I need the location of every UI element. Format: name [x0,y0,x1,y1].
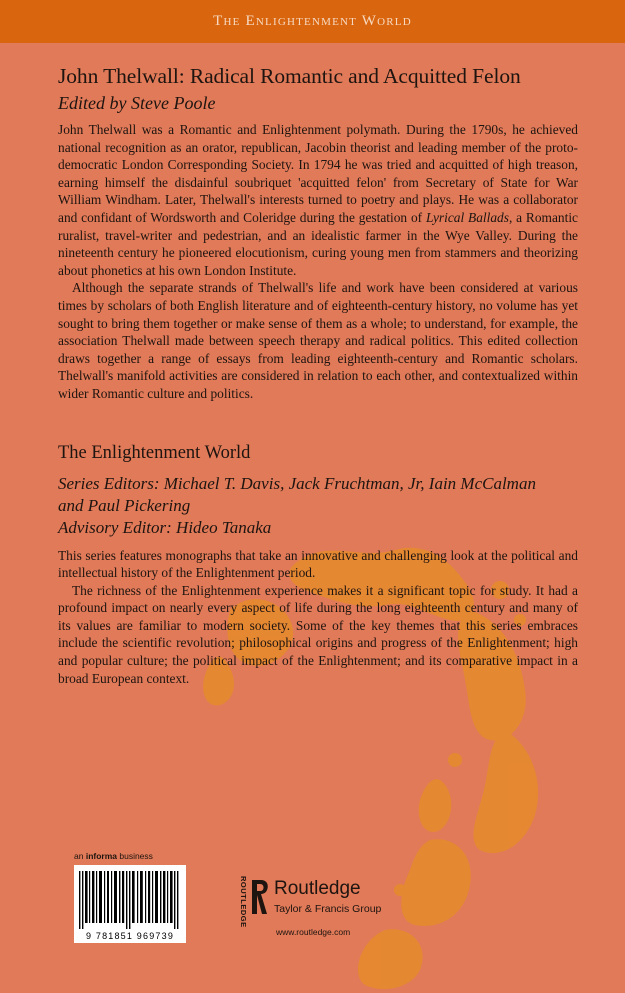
series-banner-text: The Enlightenment World [213,13,412,29]
publisher-website: www.routledge.com [276,927,351,937]
book-title: John Thelwall: Radical Romantic and Acquitted Felon [58,64,521,88]
series-editors-line-1: Series Editors: Michael T. Davis, Jack Fruchtman, Jr, Iain McCalman [58,473,536,493]
barcode [74,865,186,943]
routledge-spine-wordmark: ROUTLEDGE [239,876,248,928]
informa-business-label: an informa business [74,851,153,861]
series-description-paragraph-2: The richness of the Enlightenment experience makes it a significant topic for study. It had a profound impact on nearly every aspect of life during the long eighteenth century and many of its values are familiar to modern society. Some of the key themes that this series embraces include the scientific revolution; philosophical origins and progress of the Enlightenment; high and popular culture; the political impact of the Enlightenment; and its comparative impact in a broad European context. [58,582,578,686]
barcode-bars-graphic [79,871,181,929]
series-editors-line-2: and Paul Pickering [58,495,191,515]
publisher-group: Taylor & Francis Group [274,903,382,915]
book-description-paragraph-1: John Thelwall was a Romantic and Enlightenment polymath. During the 1790s, he achieved national recognition as an orator, republican, Jacobin theorist and leading member of the proto-democratic London Corresponding Society. In 1794 he was tried and acquitted of high treason, earning himself the disdainful soubriquet 'acquitted felon' from Secretary of State for War William Windham. Later, Thelwall's interests turned to poetry and plays. He was a collaborator and confidant of Wordsworth and Coleridge during the gestation of Lyrical Ballads, a Romantic ruralist, travel-writer and pedestrian, and an idealistic farmer in the Wye Valley. During the nineteenth century he pioneered elocutionism, curing young men from stammers and theorizing about phonetics at his own London Institute. [58,122,578,278]
routledge-r-logo-icon [250,878,270,918]
isbn-number: 9 781851 969739 [85,931,175,941]
advisory-editor: Advisory Editor: Hideo Tanaka [58,517,272,537]
back-cover-text [58,62,578,687]
book-editor: Edited by Steve Poole [58,93,216,113]
series-description-paragraph-1: This series features monographs that take an innovative and challenging look at the political and intellectual history of the Enlightenment period. [58,547,578,581]
book-description-paragraph-2: Although the separate strands of Thelwall's life and work have been considered at various times by scholars of both English literature and of eighteenth-century history, no volume has yet sought to bring them together or make sense of them as a whole; to understand, for example, the association Thelwall made between speech therapy and radical politics. This edited collection draws together a range of essays from leading eighteenth-century and Romantic scholars. Thelwall's manifold activities are considered in relation to each other, and contextualized within wider Romantic culture and politics. [58,280,578,401]
barcode-block [74,851,186,943]
series-title: The Enlightenment World [58,442,251,463]
series-banner-bar [0,0,625,43]
publisher-name: Routledge [274,878,361,899]
